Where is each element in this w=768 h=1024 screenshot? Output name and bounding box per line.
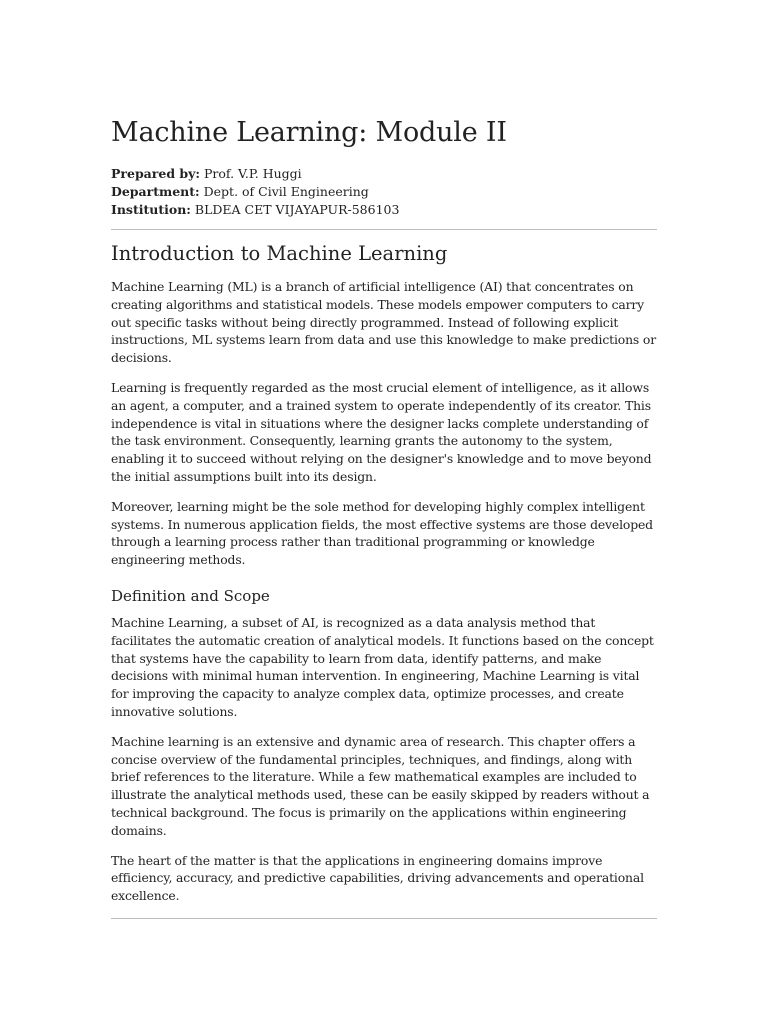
paragraph: Machine Learning (ML) is a branch of artificial intelligence (AI) that concentrates on creating algorithms and statistical models. These models empower computers to carry out specific tasks without being directly programmed. Instead of following explicit instructions, ML systems learn from data and use this knowledge to make predictions or decisions. xyxy=(111,279,657,366)
prepared-by-value: Prof. V.P. Huggi xyxy=(204,166,302,181)
divider-bottom xyxy=(111,918,657,919)
meta-department xyxy=(111,183,657,201)
paragraph: Machine Learning, a subset of AI, is recognized as a data analysis method that facilitates the automatic creation of analytical models. It functions based on the concept that systems have the capability to learn from data, identify patterns, and make decisions with minimal human intervention. In engineering, Machine Learning is vital for improving the capacity to analyze complex data, optimize processes, and create innovative solutions. xyxy=(111,614,654,719)
divider-top xyxy=(111,229,657,230)
meta-institution xyxy=(111,201,657,219)
department-value: Dept. of Civil Engineering xyxy=(203,184,369,199)
paragraph: Learning is frequently regarded as the most crucial element of intelligence, as it allows an agent, a computer, and a trained system to operate independently of its creator. This independence is vital in situations where the designer lacks complete understanding of the task environment. Consequently, learning grants the autonomy to the system, enabling it to succeed without relying on the designer's knowledge and to move beyond the initial assumptions built into its design. xyxy=(111,379,652,484)
meta-prepared-by xyxy=(111,165,657,183)
page-title: Machine Learning: Module II xyxy=(111,117,507,148)
department-label: Department: xyxy=(111,184,200,199)
prepared-by-label: Prepared by: xyxy=(111,166,201,181)
document-meta xyxy=(111,165,657,219)
paragraph: Machine learning is an extensive and dynamic area of research. This chapter offers a concise overview of the fundamental principles, techniques, and findings, along with brief references to the literature. While a few mathematical examples are included to illustrate the analytical methods used, these can be easily skipped by readers without a technical background. The focus is primarily on the applications within engineering domains. xyxy=(111,733,650,838)
paragraph: The heart of the matter is that the applications in engineering domains improve efficiency, accuracy, and predictive capabilities, driving advancements and operational excellence. xyxy=(111,852,644,904)
section-heading-introduction: Introduction to Machine Learning xyxy=(111,242,448,265)
institution-label: Institution: xyxy=(111,202,191,217)
section-heading-definition: Definition and Scope xyxy=(111,586,270,605)
institution-value: BLDEA CET VIJAYAPUR-586103 xyxy=(194,202,400,217)
paragraph: Moreover, learning might be the sole method for developing highly complex intelligent systems. In numerous application fields, the most effective systems are those developed through a learning process rather than traditional programming or knowledge engineering methods. xyxy=(111,498,653,568)
